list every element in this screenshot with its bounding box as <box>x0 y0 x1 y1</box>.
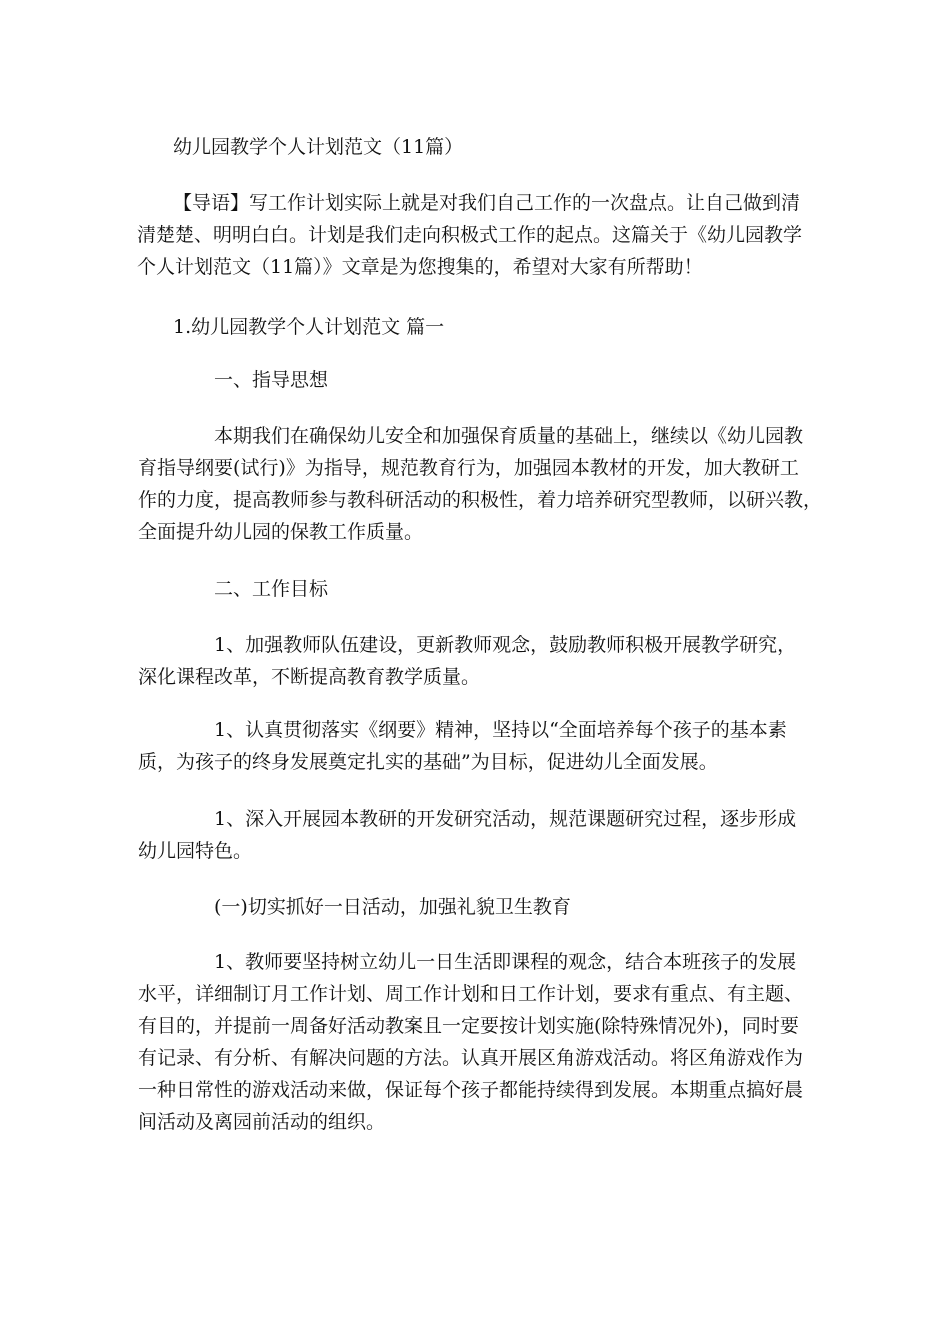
paragraph-line: 1、认真贯彻落实《纲要》精神，坚持以“全面培养每个孩子的基本素 <box>214 719 787 741</box>
heading-work-goals: 二、工作目标 <box>214 578 329 600</box>
intro-line: 【导语】写工作计划实际上就是对我们自己工作的一次盘点。让自己做到清 <box>173 192 801 214</box>
intro-line: 个人计划范文（11篇）》文章是为您搜集的，希望对大家有所帮助！ <box>137 256 703 278</box>
paragraph-line: 水平，详细制订月工作计划、周工作计划和日工作计划，要求有重点、有主题、 <box>138 983 804 1005</box>
paragraph-line: 深化课程改革，不断提高教育教学质量。 <box>138 666 481 688</box>
intro-paragraph <box>137 187 803 283</box>
paragraph-daily-activities <box>138 946 804 1138</box>
paragraph-line: 质，为孩子的终身发展奠定扎实的基础”为目标，促进幼儿全面发展。 <box>138 751 718 773</box>
paragraph-line: 一种日常性的游戏活动来做，保证每个孩子都能持续得到发展。本期重点搞好晨 <box>138 1079 804 1101</box>
document-title: 幼儿园教学个人计划范文（11篇） <box>173 136 464 158</box>
section-title: 1.幼儿园教学个人计划范文 篇一 <box>173 316 445 338</box>
paragraph-line: 间活动及离园前活动的组织。 <box>138 1111 386 1133</box>
paragraph-goal-2 <box>138 714 787 778</box>
paragraph-line: 有记录、有分析、有解决问题的方法。认真开展区角游戏活动。将区角游戏作为 <box>138 1047 804 1069</box>
paragraph-line: 有目的，并提前一周备好活动教案且一定要按计划实施(除特殊情况外)，同时要 <box>138 1015 799 1037</box>
intro-line: 清楚楚、明明白白。计划是我们走向积极式工作的起点。这篇关于《幼儿园教学 <box>137 224 803 246</box>
paragraph-goal-3 <box>138 803 797 867</box>
paragraph-line: 1、教师要坚持树立幼儿一日生活即课程的观念，结合本班孩子的发展 <box>214 951 797 973</box>
paragraph-line: 1、深入开展园本教研的开发研究活动，规范课题研究过程，逐步形成 <box>214 808 797 830</box>
paragraph-guiding-ideology <box>138 420 823 548</box>
paragraph-line: 1、加强教师队伍建设，更新教师观念，鼓励教师积极开展教学研究， <box>214 634 797 656</box>
paragraph-line: 幼儿园特色。 <box>138 840 253 862</box>
paragraph-line: 作的力度，提高教师参与教科研活动的积极性，着力培养研究型教师，以研兴教， <box>138 489 823 511</box>
paragraph-goal-1 <box>138 629 797 693</box>
heading-daily-activities: (一)切实抓好一日活动，加强礼貌卫生教育 <box>214 896 571 918</box>
heading-guiding-ideology: 一、指导思想 <box>214 369 329 391</box>
paragraph-line: 育指导纲要(试行)》为指导，规范教育行为，加强园本教材的开发，加大教研工 <box>138 457 799 479</box>
paragraph-line: 本期我们在确保幼儿安全和加强保育质量的基础上，继续以《幼儿园教 <box>214 425 804 447</box>
paragraph-line: 全面提升幼儿园的保教工作质量。 <box>138 521 424 543</box>
